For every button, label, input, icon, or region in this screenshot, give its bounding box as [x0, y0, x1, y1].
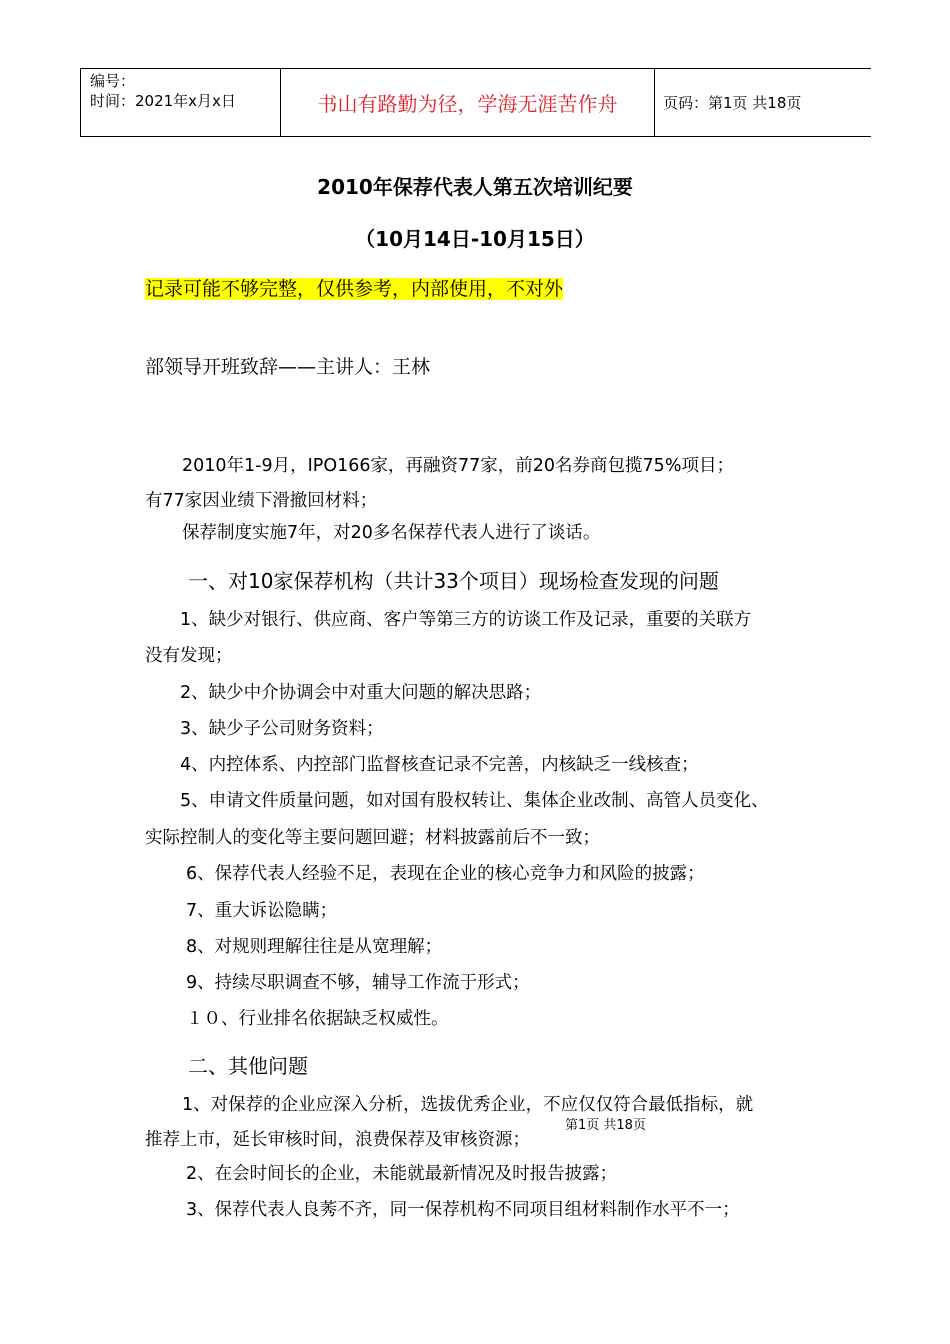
- other-item-1-line-1: 1、对保荐的企业应深入分析，选拔优秀企业，不应仅仅符合最低指标，就: [182, 1095, 754, 1115]
- section-1-heading: 一、对10家保荐机构（共计33个项目）现场检查发现的问题: [188, 569, 719, 593]
- number-label: 编号：: [90, 72, 136, 90]
- item-7: 7、重大诉讼隐瞒；: [186, 901, 338, 921]
- date-range: （10月14日-10月15日）: [355, 227, 595, 251]
- item-1-line-2: 没有发现；: [145, 646, 233, 666]
- item-9: 9、持续尽职调查不够，辅导工作流于形式；: [186, 973, 530, 993]
- paragraph-2: 保荐制度实施7年，对20多名保荐代表人进行了谈话。: [182, 523, 601, 543]
- motto: 书山有路勤为径，学海无涯苦作舟: [281, 69, 655, 136]
- notice-text: 记录可能不够完整，仅供参考，内部使用，不对外: [145, 278, 564, 300]
- header-meta-cell: [81, 69, 281, 136]
- item-10: １０、行业排名依据缺乏权威性。: [186, 1009, 449, 1029]
- section-2-heading: 二、其他问题: [188, 1054, 308, 1078]
- item-3: 3、缺少子公司财务资料；: [180, 719, 384, 739]
- item-2: 2、缺少中介协调会中对重大问题的解决思路；: [180, 683, 542, 703]
- item-4: 4、内控体系、内控部门监督核查记录不完善，内核缺乏一线核查；: [180, 755, 699, 775]
- paragraph-1-line-2: 有77家因业绩下滑撤回材料；: [145, 491, 378, 511]
- notice: [145, 274, 563, 301]
- doc-title: 2010年保荐代表人第五次培训纪要: [317, 175, 633, 199]
- paragraph-1-line-1: 2010年1-9月，IPO166家，再融资77家，前20名券商包揽75%项目；: [182, 456, 734, 476]
- other-item-3: 3、保荐代表人良莠不齐，同一保荐机构不同项目组材料制作水平不一；: [186, 1200, 740, 1220]
- item-8: 8、对规则理解往往是从宽理解；: [186, 937, 443, 957]
- other-item-2: 2、在会时间长的企业，未能就最新情况及时报告披露；: [186, 1164, 618, 1184]
- speaker-line: 部领导开班致辞——主讲人：王林: [145, 356, 431, 378]
- page-info: 页码：第1页 共18页: [663, 94, 802, 112]
- other-item-1-line-2: 推荐上市，延长审核时间，浪费保荐及审核资源；: [145, 1130, 530, 1150]
- time-label: 时间：2021年x月x日: [90, 92, 236, 110]
- item-6: 6、保荐代表人经验不足，表现在企业的核心竞争力和风险的披露；: [186, 864, 705, 884]
- item-5-line-1: 5、申请文件质量问题，如对国有股权转让、集体企业改制、高管人员变化、: [180, 791, 769, 811]
- footer-page-number: 第1页 共18页: [565, 1118, 646, 1133]
- item-5-line-2: 实际控制人的变化等主要问题回避；材料披露前后不一致；: [145, 828, 600, 848]
- header-table: [80, 68, 871, 137]
- item-1-line-1: 1、缺少对银行、供应商、客户等第三方的访谈工作及记录，重要的关联方: [180, 610, 752, 630]
